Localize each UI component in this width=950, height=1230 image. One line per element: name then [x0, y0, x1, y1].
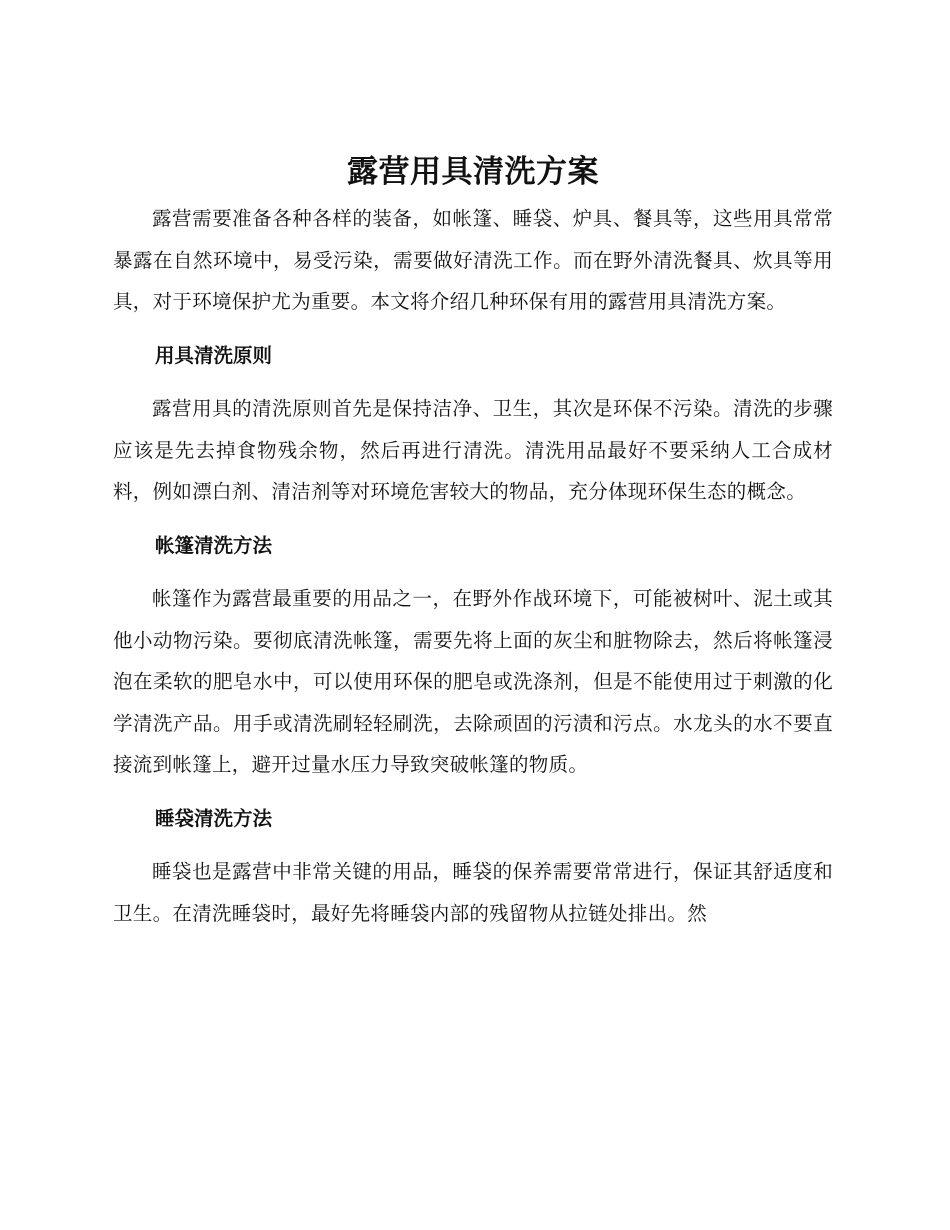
document-title: 露营用具清洗方案	[347, 154, 599, 190]
section-body-principles: 露营用具的清洗原则首先是保持洁净、卫生，其次是环保不污染。清洗的步骤应该是先去掉食物残余物，然后再进行清洗。清洗用品最好不要采纳人工合成材料，例如漂白剂、清洁剂等对环境危害较大的物品，充分体现环保生态的概念。	[113, 397, 833, 503]
section-heading-principles: 用具清洗原则	[155, 343, 273, 367]
section-body-tent: 帐篷作为露营最重要的用品之一，在野外作战环境下，可能被树叶、泥土或其他小动物污染。要彻底清洗帐篷，需要先将上面的灰尘和脏物除去，然后将帐篷浸泡在柔软的肥皂水中，可以使用环保的肥皂或洗涤剂，但是不能使用过于刺激的化学清洗产品。用手或清洗刷轻轻刷洗，去除顽固的污渍和污点。水龙头的水不要直接流到帐篷上，避开过量水压力导致突破帐篷的物质。	[113, 587, 833, 776]
section-heading-sleeping-bag: 睡袋清洗方法	[155, 806, 273, 830]
section-heading-tent: 帐篷清洗方法	[155, 533, 273, 557]
document-content	[113, 150, 833, 934]
intro-paragraph: 露营需要准备各种各样的装备，如帐篷、睡袋、炉具、餐具等，这些用具常常暴露在自然环境中，易受污染，需要做好清洗工作。而在野外清洗餐具、炊具等用具，对于环境保护尤为重要。本文将介绍几种环保有用的露营用具清洗方案。	[113, 207, 833, 313]
section-body-sleeping-bag: 睡袋也是露营中非常关键的用品，睡袋的保养需要常常进行，保证其舒适度和卫生。在清洗睡袋时，最好先将睡袋内部的残留物从拉链处排出。然	[113, 860, 833, 925]
